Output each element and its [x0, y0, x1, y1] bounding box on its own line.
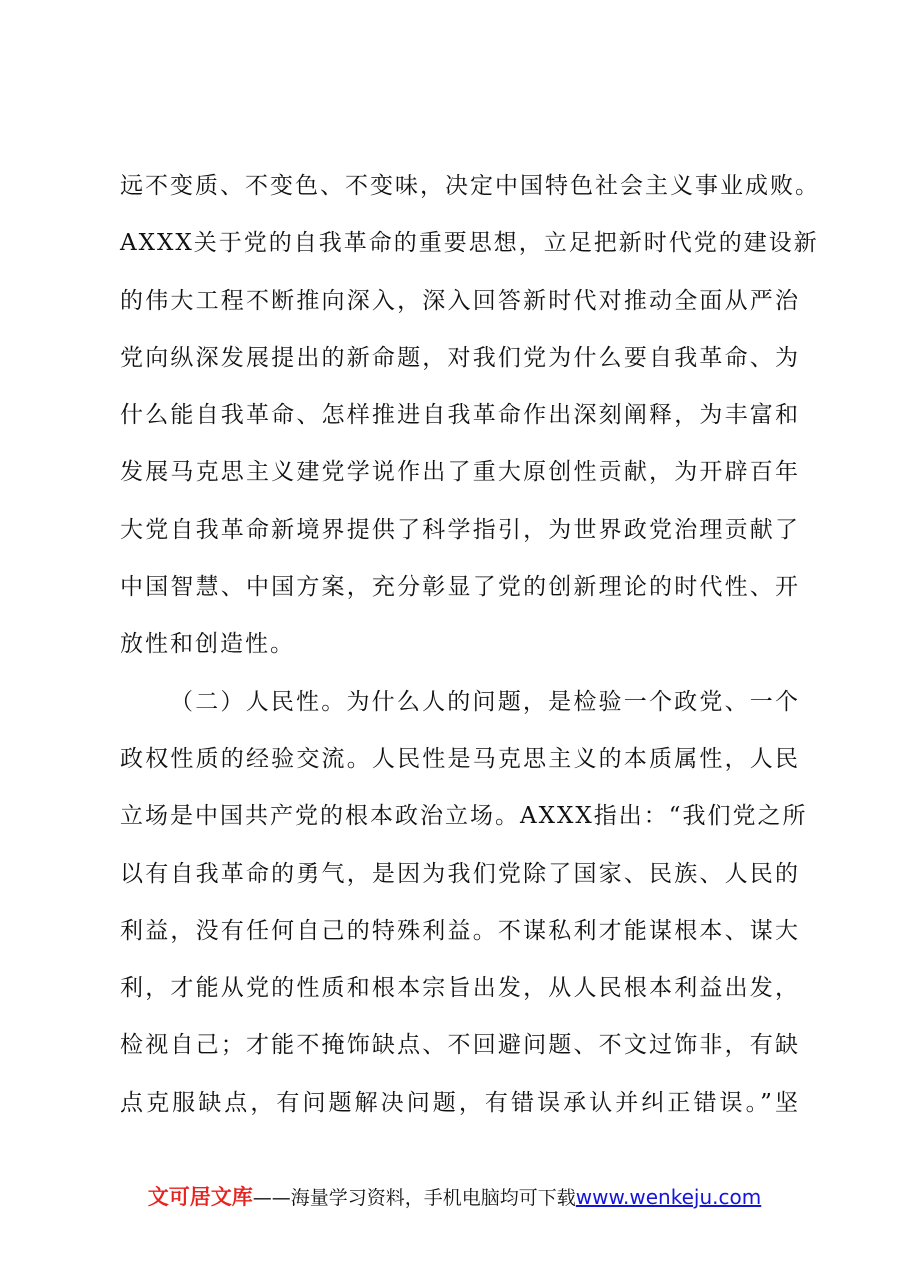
text-line: 大党自我革命新境界提供了科学指引，为世界政党治理贡献了	[120, 516, 800, 543]
section-heading-line: （二）人民性。为什么人的问题，是检验一个政党、一个	[170, 688, 800, 715]
text-line: 中国智慧、中国方案，充分彰显了党的创新理论的时代性、开	[120, 574, 800, 601]
footer-brand: 文可居文库	[147, 1185, 253, 1209]
text-line: 的伟大工程不断推向深入，深入回答新时代对推动全面从严治	[120, 287, 800, 314]
text-line: AXXX关于党的自我革命的重要思想，立足把新时代党的建设新	[120, 230, 819, 257]
text-line: 立场是中国共产党的根本政治立场。AXXX指出：“我们党之所	[120, 803, 808, 830]
text-line: 以有自我革命的勇气，是因为我们党除了国家、民族、人民的	[120, 860, 800, 887]
footer-tagline: ——海量学习资料，手机电脑均可下载	[252, 1187, 576, 1209]
text-line: 检视自己；才能不掩饰缺点、不回避问题、不文过饰非，有缺	[120, 1032, 800, 1059]
document-body	[120, 158, 820, 1132]
text-line: 利，才能从党的性质和根本宗旨出发，从人民根本利益出发，	[120, 975, 800, 1002]
text-line-paragraph-end: 放性和创造性。	[120, 631, 295, 658]
page-footer	[0, 1180, 909, 1215]
text-line: 点克服缺点，有问题解决问题，有错误承认并纠正错误。”坚	[120, 1089, 800, 1116]
text-line: 什么能自我革命、怎样推进自我革命作出深刻阐释，为丰富和	[120, 402, 800, 429]
text-line: 远不变质、不变色、不变味，决定中国特色社会主义事业成败。	[120, 173, 820, 199]
text-line: 党向纵深发展提出的新命题，对我们党为什么要自我革命、为	[120, 344, 800, 371]
text-line: 政权性质的经验交流。人民性是马克思主义的本质属性，人民	[120, 745, 800, 772]
text-line: 发展马克思主义建党学说作出了重大原创性贡献，为开辟百年	[120, 459, 800, 486]
footer-website-link[interactable]: www.wenkeju.com	[575, 1185, 762, 1209]
text-line: 利益，没有任何自己的特殊利益。不谋私利才能谋根本、谋大	[120, 917, 800, 944]
